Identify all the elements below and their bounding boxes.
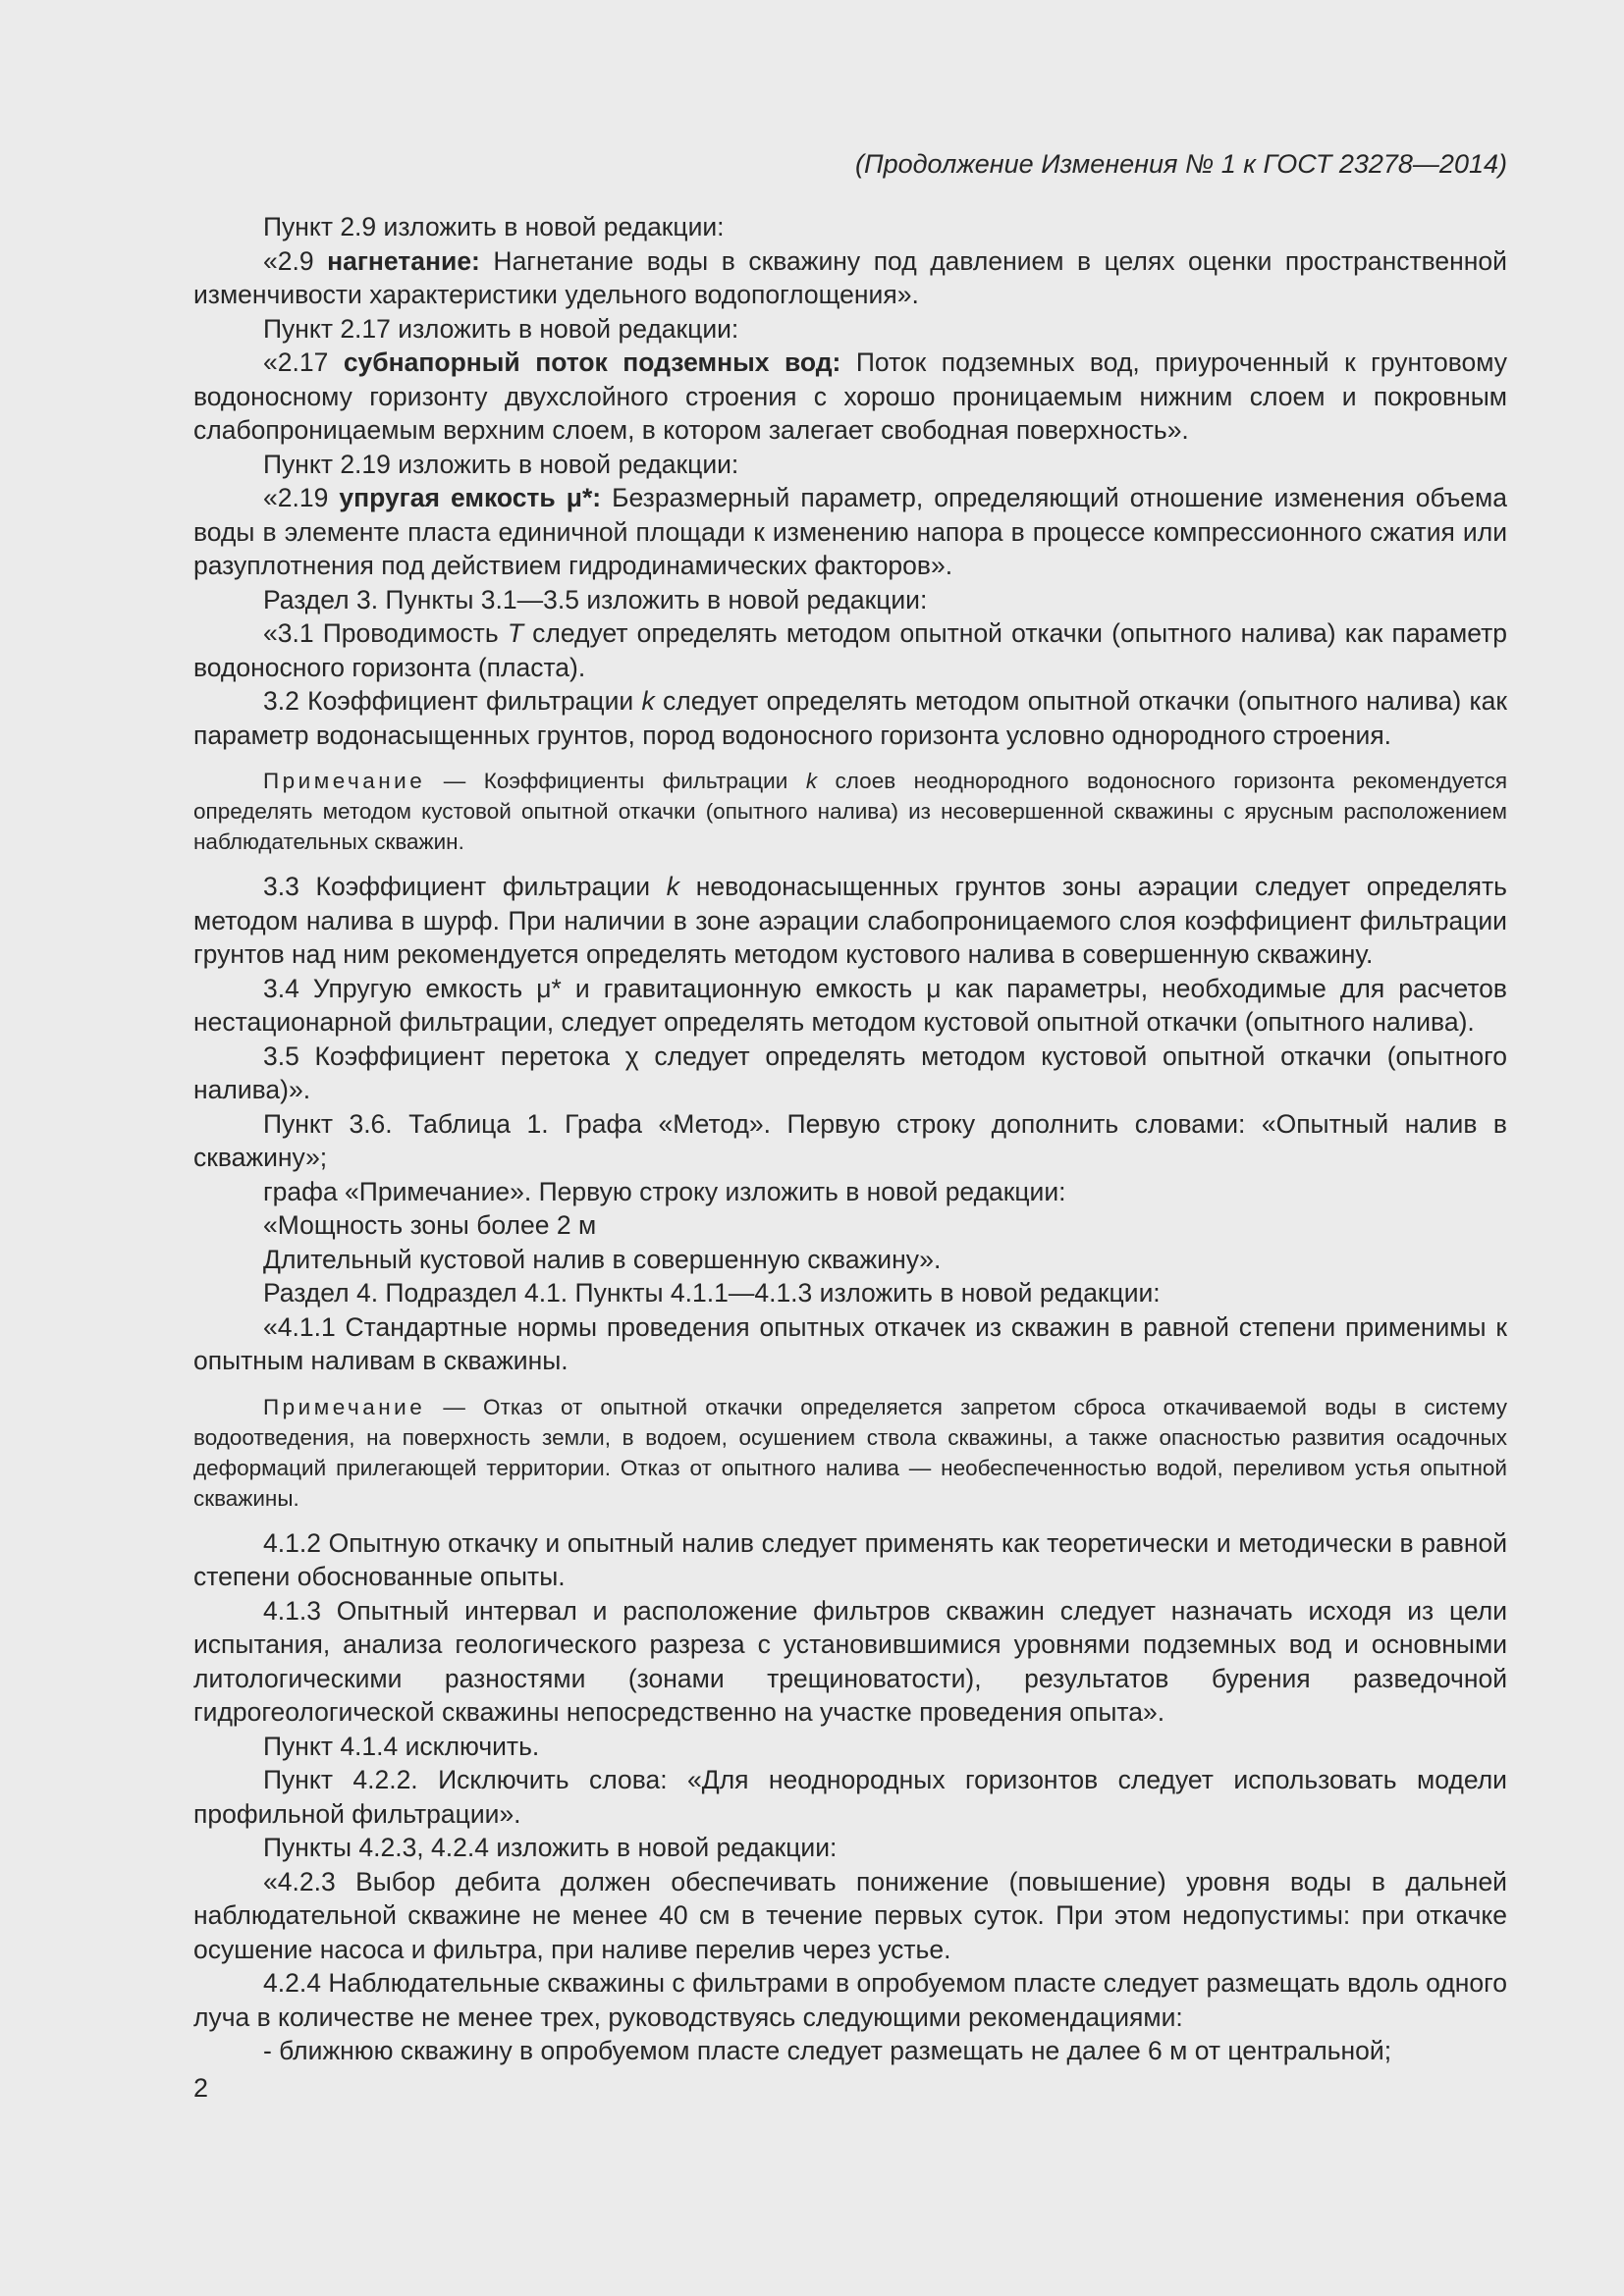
note-label: Примечание	[263, 1394, 426, 1419]
clause-text: следует определять методом опытной откачки (опытного налива) как параметр водоносного горизонта (пласта).	[193, 618, 1507, 682]
clause-text: следует определять методом опытной откачки (опытного налива) как параметр водонасыщенных грунтов, пород водоносного горизонта условно однородного строения.	[193, 686, 1507, 750]
paragraph: Длительный кустовой налив в совершенную скважину».	[263, 1244, 942, 1274]
paragraph	[193, 616, 1507, 684]
paragraph: Раздел 4. Подраздел 4.1. Пункты 4.1.1—4.1.3 изложить в новой редакции:	[263, 1278, 1161, 1308]
paragraph: Пункт 3.6. Таблица 1. Графа «Метод». Первую строку дополнить словами: «Опытный налив в скважину»;	[193, 1108, 1507, 1172]
clause-text: неводонасыщенных грунтов зоны аэрации следует определять методом налива в шурф. При наличии в зоне аэрации слабопроницаемого слоя коэффициент фильтрации грунтов над ним рекомендуется определять методом кустового налива в совершенную скважину.	[193, 872, 1507, 969]
paragraph	[193, 346, 1507, 448]
note-text: — Коэффициенты фильтрации	[425, 769, 806, 793]
paragraph: 4.1.2 Опытную откачку и опытный налив следует применять как теоретически и методически в равной степени обоснованные опыты.	[193, 1527, 1507, 1591]
running-title: (Продолжение Изменения № 1 к ГОСТ 23278—2014)	[855, 149, 1507, 179]
variable-symbol: k	[641, 686, 655, 716]
clause-number: «2.9	[263, 245, 328, 276]
paragraph: «Мощность зоны более 2 м	[263, 1210, 597, 1240]
page-number: 2	[193, 2073, 209, 2103]
variable-symbol: k	[805, 769, 818, 793]
paragraph: Пункт 2.17 изложить в новой редакции:	[263, 313, 739, 344]
paragraph: Пункт 2.9 изложить в новой редакции:	[263, 212, 725, 241]
defined-term: нагнетание:	[327, 245, 480, 276]
variable-symbol: T	[507, 618, 523, 648]
paragraph	[193, 684, 1507, 752]
defined-term: субнапорный поток подземных вод:	[343, 347, 841, 377]
definition-text: Поток подземных вод, приуроченный к грунтовому водоносному горизонту двухслойного строения с хорошо проницаемым нижним слоем и покровным слабопроницаемым верхним слоем, в котором залегает свободная поверхность».	[193, 347, 1507, 445]
paragraph: Пункт 4.1.4 исключить.	[263, 1731, 540, 1761]
note-text: слоев неоднородного водоносного горизонта рекомендуется определять методом кустовой опытной откачки (опытного налива) из несовершенной скважины с ярусным расположением наблюдательных скважин.	[193, 769, 1508, 854]
paragraph: Пункты 4.2.3, 4.2.4 изложить в новой редакции:	[263, 1833, 838, 1862]
clause-number: «2.17	[263, 347, 344, 377]
paragraph: 3.4 Упругую емкость μ* и гравитационную емкость μ как параметры, необходимые для расчетов нестационарной фильтрации, следует определять методом кустовой опытной откачки (опытного налива).	[193, 973, 1507, 1037]
paragraph: 3.5 Коэффициент перетока χ следует определять методом кустовой опытной откачки (опытного налива)».	[193, 1041, 1507, 1104]
paragraph: 4.2.4 Наблюдательные скважины с фильтрами в опробуемом пласте следует размещать вдоль одного луча в количестве не менее трех, руководствуясь следующими рекомендациями:	[193, 1968, 1507, 2032]
paragraph	[193, 870, 1507, 972]
paragraph: 4.1.3 Опытный интервал и расположение фильтров скважин следует назначать исходя из цели испытания, анализа геологического разреза с установившимися уровнями подземных вод и основными литологическими разностями (зонами трещиноватости), результатов бурения разведочной гидрогеологической скважины непосредственно на участке проведения опыта».	[193, 1595, 1507, 1727]
clause-text: 3.2 Коэффициент фильтрации	[263, 686, 642, 716]
paragraph: «4.2.3 Выбор дебита должен обеспечивать понижение (повышение) уровня воды в дальней наблюдательной скважине не менее 40 см в течение первых суток. При этом недопустимы: при откачке осушение насоса и фильтра, при наливе перелив через устье.	[193, 1866, 1507, 1964]
variable-symbol: k	[666, 872, 679, 901]
paragraph: - ближнюю скважину в опробуемом пласте следует размещать не далее 6 м от центральной;	[263, 2036, 1392, 2065]
clause-text: «3.1 Проводимость	[263, 618, 508, 648]
paragraph: Пункт 2.19 изложить в новой редакции:	[263, 449, 739, 479]
definition-text: Безразмерный параметр, определяющий отношение изменения объема воды в элементе пласта единичной площади к изменению напора в процессе компрессионного сжатия или разуплотнения под действием гидродинамических факторов».	[193, 483, 1507, 580]
defined-term: упругая емкость μ*:	[339, 483, 602, 512]
paragraph: Раздел 3. Пункты 3.1—3.5 изложить в новой редакции:	[263, 584, 928, 614]
clause-text: 3.3 Коэффициент фильтрации	[263, 872, 667, 901]
note	[193, 766, 1507, 857]
note-text: — Отказ от опытной откачки определяется запретом сброса откачиваемой воды в систему водоотведения, на поверхность земли, в водоем, осушением ствола скважины, а также опасностью развития осадочных деформаций прилегающей территории. Отказ от опытного налива — необеспеченностью водой, переливом устья опытной скважины.	[193, 1394, 1507, 1511]
paragraph	[193, 244, 1507, 312]
paragraph: «4.1.1 Стандартные нормы проведения опытных откачек из скважин в равной степени применимы к опытным наливам в скважины.	[193, 1311, 1507, 1375]
document-body	[193, 210, 1507, 2068]
note-label: Примечание	[263, 769, 426, 793]
definition-text: Нагнетание воды в скважину под давлением в целях оценки пространственной изменчивости характеристики удельного водопоглощения».	[193, 245, 1507, 309]
paragraph	[193, 481, 1507, 583]
note	[193, 1392, 1507, 1514]
paragraph: Пункт 4.2.2. Исключить слова: «Для неоднородных горизонтов следует использовать модели профильной фильтрации».	[193, 1765, 1507, 1829]
clause-number: «2.19	[263, 483, 340, 512]
paragraph: графа «Примечание». Первую строку изложить в новой редакции:	[263, 1176, 1066, 1206]
